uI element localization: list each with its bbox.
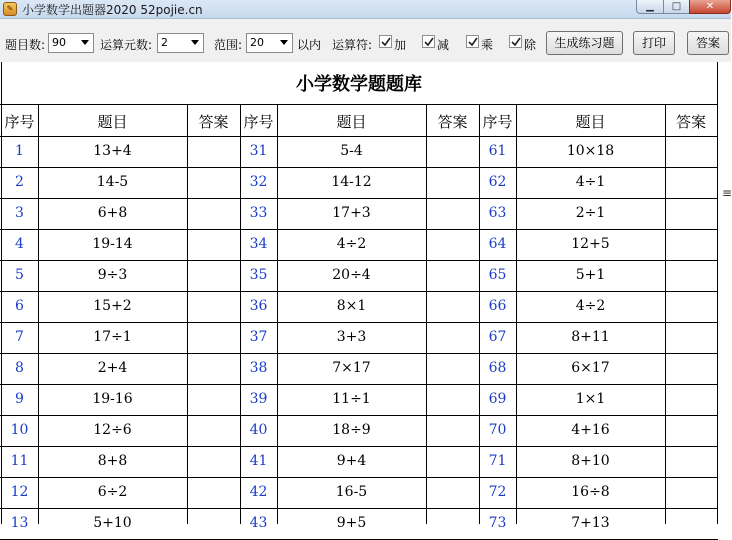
- question-number: 68: [488, 360, 507, 376]
- app-icon: ✎: [3, 2, 17, 16]
- range-suffix: 以内: [297, 38, 322, 52]
- grid-line-horizontal: [0, 260, 718, 261]
- question-text: 4+16: [571, 422, 610, 438]
- question-number: 63: [488, 205, 507, 221]
- checkbox-add[interactable]: [379, 35, 392, 48]
- maximize-button[interactable]: [663, 0, 690, 14]
- column-header: 序号: [4, 113, 35, 131]
- question-text: 8+8: [97, 453, 128, 469]
- range-select[interactable]: [246, 33, 293, 53]
- question-text: 7×17: [332, 360, 371, 376]
- answer-button[interactable]: 答案: [687, 31, 729, 55]
- worksheet: [0, 62, 732, 531]
- question-number: 64: [488, 236, 507, 252]
- question-text: 6×17: [571, 360, 610, 376]
- column-header: 序号: [482, 113, 513, 131]
- question-number: 37: [249, 329, 268, 345]
- grid-line-horizontal: [0, 384, 718, 385]
- op-subtract-label: 减: [437, 38, 450, 52]
- grid-line-horizontal: [0, 415, 718, 416]
- question-number: 38: [249, 360, 268, 376]
- question-number: 34: [249, 236, 268, 252]
- question-number: 2: [15, 174, 24, 190]
- question-text: 5+1: [575, 267, 606, 283]
- column-header: 题目: [97, 113, 128, 131]
- range-value: 20: [250, 36, 264, 49]
- toolbar: [0, 19, 731, 62]
- grid-line-horizontal: [0, 229, 718, 230]
- question-text: 12+5: [571, 236, 610, 252]
- question-text: 16-5: [335, 484, 368, 500]
- operands-label: 运算元数:: [100, 38, 153, 52]
- grid-line-horizontal: [0, 353, 718, 354]
- question-text: 17÷1: [93, 329, 132, 345]
- question-text: 19-14: [92, 236, 133, 252]
- scroll-marker: ≡: [722, 186, 732, 200]
- question-number: 31: [249, 143, 268, 159]
- range-label: 范围:: [214, 38, 243, 52]
- grid-line-horizontal: [0, 508, 718, 509]
- minimize-icon: ▁: [646, 1, 654, 12]
- question-text: 6+8: [97, 205, 128, 221]
- title-bar: [0, 0, 731, 19]
- column-header: 答案: [437, 113, 468, 131]
- question-number: 39: [249, 391, 268, 407]
- close-button[interactable]: [689, 0, 731, 14]
- grid-line-horizontal: [0, 291, 718, 292]
- question-text: 18÷9: [332, 422, 371, 438]
- grid-line-horizontal: [0, 104, 718, 105]
- question-text: 6÷2: [97, 484, 128, 500]
- question-text: 8+10: [571, 453, 610, 469]
- close-icon: ✕: [705, 1, 715, 12]
- grid-line-horizontal: [0, 322, 718, 323]
- question-text: 20÷4: [332, 267, 371, 283]
- minimize-button[interactable]: [636, 0, 664, 14]
- question-number: 3: [15, 205, 24, 221]
- grid-line-vertical: [717, 62, 718, 524]
- question-text: 8+11: [571, 329, 610, 345]
- column-header: 题目: [336, 113, 367, 131]
- checkbox-multiply[interactable]: [466, 35, 479, 48]
- question-number: 41: [249, 453, 268, 469]
- grid-line-horizontal: [0, 136, 718, 137]
- grid-line-horizontal: [0, 446, 718, 447]
- question-text: 4÷2: [575, 298, 606, 314]
- question-text: 14-5: [96, 174, 129, 190]
- question-number: 42: [249, 484, 268, 500]
- operands-select[interactable]: [157, 33, 204, 53]
- question-text: 13+4: [93, 143, 132, 159]
- print-button[interactable]: 打印: [633, 31, 675, 55]
- chevron-down-icon: [280, 40, 288, 45]
- question-text: 9÷3: [97, 267, 128, 283]
- question-text: 1×1: [575, 391, 606, 407]
- question-number: 8: [15, 360, 24, 376]
- question-number: 7: [15, 329, 24, 345]
- question-number: 36: [249, 298, 268, 314]
- operators-label: 运算符:: [332, 38, 373, 52]
- question-number: 33: [249, 205, 268, 221]
- question-number: 10: [10, 422, 29, 438]
- question-text: 11÷1: [332, 391, 371, 407]
- question-text: 2+4: [97, 360, 128, 376]
- question-text: 4÷1: [575, 174, 606, 190]
- question-text: 2÷1: [575, 205, 606, 221]
- question-text: 9+4: [336, 453, 367, 469]
- question-number: 73: [488, 515, 507, 531]
- question-text: 19-16: [92, 391, 133, 407]
- question-number: 1: [15, 143, 24, 159]
- question-text: 5+10: [93, 515, 132, 531]
- checkbox-divide[interactable]: [509, 35, 522, 48]
- question-text: 4÷2: [336, 236, 367, 252]
- checkmark-icon: [424, 37, 434, 47]
- question-number: 32: [249, 174, 268, 190]
- checkmark-icon: [511, 37, 521, 47]
- question-number: 65: [488, 267, 507, 283]
- grid-line-horizontal: [0, 167, 718, 168]
- window-title: 小学数学出题器2020 52pojie.cn: [22, 3, 203, 17]
- question-text: 15+2: [93, 298, 132, 314]
- question-number: 72: [488, 484, 507, 500]
- question-number: 9: [15, 391, 24, 407]
- question-number: 61: [488, 143, 507, 159]
- question-number: 62: [488, 174, 507, 190]
- question-text: 9+5: [336, 515, 367, 531]
- question-text: 10×18: [566, 143, 615, 159]
- question-text: 7+13: [571, 515, 610, 531]
- question-number: 13: [10, 515, 29, 531]
- question-number: 66: [488, 298, 507, 314]
- question-number: 4: [15, 236, 24, 252]
- question-text: 16÷8: [571, 484, 610, 500]
- checkmark-icon: [381, 37, 391, 47]
- column-header: 答案: [198, 113, 229, 131]
- grid-line-horizontal: [0, 477, 718, 478]
- sheet-title: 小学数学题题库: [296, 74, 422, 95]
- question-text: 5-4: [340, 143, 363, 159]
- chevron-down-icon: [81, 40, 89, 45]
- question-number: 12: [10, 484, 29, 500]
- count-value: 90: [52, 36, 66, 49]
- question-text: 17+3: [332, 205, 371, 221]
- question-text: 3+3: [336, 329, 367, 345]
- question-number: 5: [15, 267, 24, 283]
- count-select[interactable]: [48, 33, 94, 53]
- question-text: 12÷6: [93, 422, 132, 438]
- operands-value: 2: [161, 36, 168, 49]
- maximize-icon: □: [671, 1, 682, 12]
- question-number: 6: [15, 298, 24, 314]
- column-header: 答案: [675, 113, 706, 131]
- op-add-label: 加: [394, 38, 407, 52]
- question-number: 11: [10, 453, 29, 469]
- question-number: 71: [488, 453, 507, 469]
- question-number: 43: [249, 515, 268, 531]
- question-number: 35: [249, 267, 268, 283]
- count-label: 题目数:: [5, 38, 46, 52]
- question-text: 8×1: [336, 298, 367, 314]
- generate-button[interactable]: 生成练习题: [546, 31, 623, 55]
- question-number: 69: [488, 391, 507, 407]
- checkmark-icon: [468, 37, 478, 47]
- question-number: 67: [488, 329, 507, 345]
- grid-line-horizontal: [0, 198, 718, 199]
- chevron-down-icon: [191, 40, 199, 45]
- op-multiply-label: 乘: [481, 38, 494, 52]
- checkbox-subtract[interactable]: [422, 35, 435, 48]
- column-header: 序号: [243, 113, 274, 131]
- question-number: 40: [249, 422, 268, 438]
- column-header: 题目: [575, 113, 606, 131]
- question-number: 70: [488, 422, 507, 438]
- op-divide-label: 除: [524, 38, 537, 52]
- question-text: 14-12: [331, 174, 372, 190]
